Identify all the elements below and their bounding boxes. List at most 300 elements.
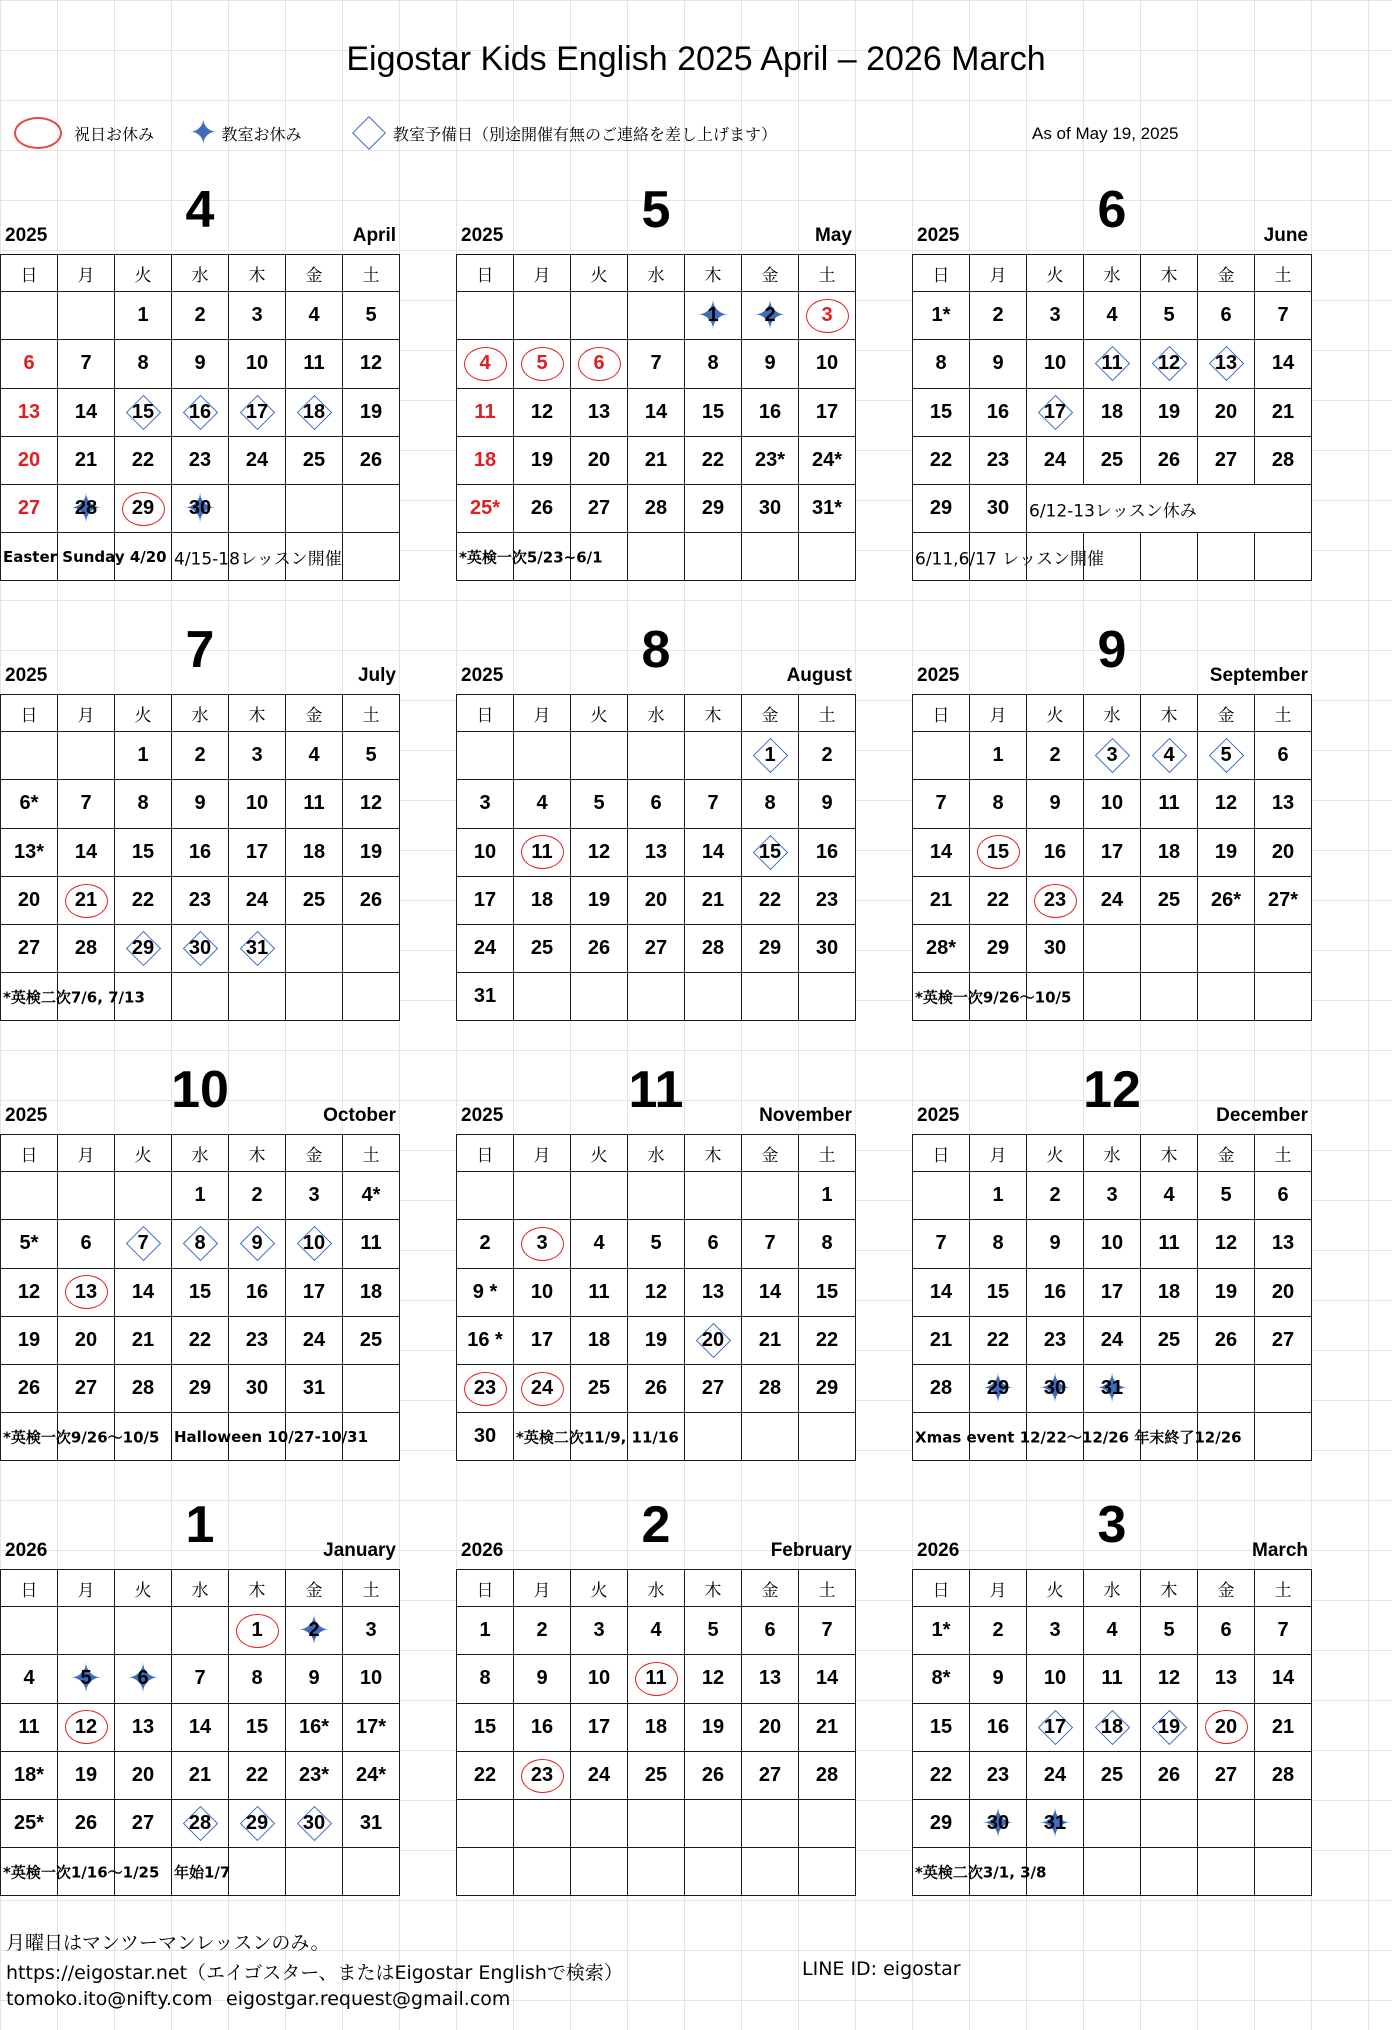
day-cell [343,1703,400,1751]
day-cell [913,436,970,484]
month-table [912,694,1312,1021]
month-header [0,620,400,694]
month-name: September [1209,665,1308,686]
day-cell [1141,1655,1198,1703]
day-number: 2 [308,1619,320,1642]
day-cell [571,1365,628,1413]
weekday-header: 金 [742,1570,799,1607]
day-cell [115,1268,172,1316]
day-number: 1 [707,304,719,327]
week-row [1,828,400,876]
day-number: 7 [935,792,947,815]
day-cell [1,388,58,436]
day-number: 16 [188,840,212,863]
day-number: 17 [473,889,497,912]
day-number: 3 [251,744,263,767]
week-row [913,780,1312,828]
empty-cell [1198,973,1255,1021]
day-number: 15 [188,1280,212,1303]
month-year: 2025 [917,225,960,246]
week-row [913,1220,1312,1268]
day-cell [286,1800,343,1848]
empty-cell [514,292,571,340]
weekday-header: 木 [685,695,742,732]
month-header [456,620,856,694]
day-number: 2 [251,1184,263,1207]
week-row [913,828,1312,876]
day-number: 11 [1158,1232,1180,1255]
month-february [456,1495,856,1896]
day-cell [229,876,286,924]
month-note: Halloween 10/27-10/31 [174,1427,369,1446]
day-number: 28 [1271,1764,1295,1787]
empty-cell [628,533,685,581]
day-cell [628,780,685,828]
month-note: *英検二次7/6, 7/13 [3,988,145,1007]
month-name: January [323,1540,396,1561]
day-number: 1 [479,1619,491,1642]
week-row [457,876,856,924]
legend-reserve [349,115,777,151]
day-cell [685,1655,742,1703]
empty-cell [571,292,628,340]
day-cell [58,388,115,436]
weekday-header: 土 [1255,1135,1312,1172]
month-header [0,180,400,254]
weekday-header: 日 [457,695,514,732]
day-cell [115,1655,172,1703]
month-number: 2 [641,1496,671,1554]
day-cell [799,925,856,973]
weekday-header: 水 [172,1135,229,1172]
day-cell [913,1220,970,1268]
day-number: 2 [1049,744,1061,767]
day-number: 19 [644,1329,668,1352]
day-number: 25 [530,937,554,960]
empty-cell [1198,1800,1255,1848]
empty-cell [1141,1848,1198,1896]
weekday-header: 木 [1141,255,1198,292]
day-number: 26 [359,889,383,912]
day-number: 5* [19,1232,39,1255]
day-number: 12 [530,400,554,423]
empty-cell [1141,973,1198,1021]
day-cell [685,1220,742,1268]
day-cell [1027,1268,1084,1316]
day-number: 10 [473,840,497,863]
day-number: 5 [1220,744,1232,767]
day-cell [514,1655,571,1703]
empty-cell [1,1172,58,1220]
empty-cell [1198,533,1255,581]
day-cell [58,828,115,876]
day-number: 1 [137,304,149,327]
day-number: 31 [1100,1377,1124,1400]
footer-email-2[interactable]: eigostgar.request@gmail.com [226,1988,511,2010]
month-note: Xmas event 12/22～12/26 年末終了12/26 [915,1428,1242,1447]
day-cell [457,388,514,436]
notes-row [913,533,1312,581]
day-number: 13 [701,1280,725,1303]
day-cell [913,1607,970,1655]
day-number: 17 [245,840,269,863]
week-row [913,1268,1312,1316]
month-note: *英検二次3/1, 3/8 [915,1863,1047,1882]
empty-cell [1084,1848,1141,1896]
day-number: 7 [764,1232,776,1255]
day-cell [1198,1607,1255,1655]
month-june [912,180,1312,581]
day-cell [1084,1365,1141,1413]
day-cell [742,828,799,876]
day-number: 22 [131,449,155,472]
day-cell [685,292,742,340]
day-number: 26 [1157,449,1181,472]
month-header [912,620,1312,694]
month-table [912,1569,1312,1896]
day-number: 16 [758,400,782,423]
weekday-header: 水 [1084,1570,1141,1607]
week-row [457,1703,856,1751]
day-cell [172,1751,229,1799]
day-cell [742,388,799,436]
day-number: 27 [17,937,41,960]
day-number: 15 [929,1715,953,1738]
day-number: 13 [587,400,611,423]
day-cell [343,828,400,876]
day-cell [115,1800,172,1848]
day-number: 19 [1157,1715,1181,1738]
day-cell [628,1607,685,1655]
day-number: 7 [821,1619,833,1642]
day-cell [799,1751,856,1799]
notes-row [913,973,1312,1021]
day-number: 13 [1214,1667,1238,1690]
day-number: 12 [1157,352,1181,375]
day-number: 30 [986,497,1010,520]
day-number: 6 [1277,744,1289,767]
day-number: 11 [588,1280,610,1303]
month-year: 2025 [5,1105,48,1126]
day-number: 19 [359,840,383,863]
month-header [0,1060,400,1134]
empty-cell [457,732,514,780]
day-number: 9 [194,792,206,815]
empty-cell [628,292,685,340]
month-header [0,1495,400,1569]
weekday-header: 水 [172,1570,229,1607]
day-cell [514,1703,571,1751]
day-number: 5 [1163,304,1175,327]
day-number: 24 [1043,1764,1067,1787]
day-cell [1084,292,1141,340]
day-cell [343,1316,400,1364]
day-cell [913,1268,970,1316]
week-row [913,1655,1312,1703]
day-cell [286,1607,343,1655]
day-number: 15 [245,1715,269,1738]
weekday-header: 日 [913,1135,970,1172]
day-number: 9 [992,352,1004,375]
day-cell [58,925,115,973]
day-cell [685,340,742,388]
day-cell [286,1268,343,1316]
month-march [912,1495,1312,1896]
day-number: 15 [473,1715,497,1738]
day-number: 16 [245,1280,269,1303]
day-cell [514,780,571,828]
week-row [1,925,400,973]
day-number: 27 [758,1764,782,1787]
day-cell [799,1220,856,1268]
day-number: 8 [479,1667,491,1690]
weekday-header: 土 [343,695,400,732]
day-cell [457,1655,514,1703]
empty-cell [799,973,856,1021]
empty-cell [457,292,514,340]
month-year: 2025 [461,225,504,246]
empty-cell [742,1848,799,1896]
day-cell [1255,828,1312,876]
day-number: 29 [986,937,1010,960]
day-cell [970,436,1027,484]
week-row [1,1365,400,1413]
day-number: 28 [701,937,725,960]
footer-website[interactable]: https://eigostar.net（エイゴスター、またはEigostar Englishで検索） [6,1962,623,1984]
month-table [0,1569,400,1896]
weekday-header: 火 [1027,255,1084,292]
month-name: February [770,1540,852,1561]
day-number: 11 [360,1232,382,1255]
day-cell [1198,292,1255,340]
day-number: 24* [355,1764,387,1787]
day-cell [229,925,286,973]
day-cell [970,780,1027,828]
day-number: 10 [1043,352,1067,375]
day-cell [115,1703,172,1751]
day-number: 17 [530,1329,554,1352]
empty-cell [913,1172,970,1220]
day-number: 27 [17,497,41,520]
month-october [0,1060,400,1461]
day-number: 4 [479,352,491,375]
weekday-header: 土 [343,255,400,292]
day-cell [685,485,742,533]
day-number: 5 [707,1619,719,1642]
empty-cell [799,1800,856,1848]
day-cell [1027,780,1084,828]
day-number: 19 [530,449,554,472]
day-number: 19 [1214,1280,1238,1303]
day-number: 3 [821,304,833,327]
day-cell [1141,1703,1198,1751]
day-cell [115,1365,172,1413]
day-cell [229,1655,286,1703]
day-cell [1141,1220,1198,1268]
day-number: 27 [1271,1329,1295,1352]
overlay-text: 6/12-13レッスン休み [1029,501,1197,522]
day-cell [628,1268,685,1316]
day-cell [799,1365,856,1413]
day-number: 27 [74,1377,98,1400]
day-cell [970,340,1027,388]
day-number: 7 [1277,304,1289,327]
day-number: 25 [302,889,326,912]
day-number: 27 [1214,1764,1238,1787]
footer-note: 月曜日はマンツーマンレッスンのみ。 [6,1932,330,1954]
day-cell [742,1703,799,1751]
day-number: 12 [1157,1667,1181,1690]
month-header [456,1495,856,1569]
empty-cell [1,292,58,340]
day-number: 23 [530,1764,554,1787]
day-cell [514,1220,571,1268]
weekday-header: 木 [1141,695,1198,732]
day-number: 19 [74,1764,98,1787]
footer-email-1[interactable]: tomoko.ito@nifty.com [6,1988,213,2010]
day-cell [1027,436,1084,484]
day-cell [913,828,970,876]
note-cell [913,973,1072,1021]
day-cell [571,388,628,436]
month-note: 6/11,6/17 レッスン開催 [915,549,1104,570]
day-cell [343,732,400,780]
weekday-header: 木 [229,1570,286,1607]
week-row [1,340,400,388]
week-row [913,340,1312,388]
day-cell [1,1268,58,1316]
day-cell [115,828,172,876]
day-cell [286,1316,343,1364]
month-year: 2025 [461,665,504,686]
empty-cell [172,1607,229,1655]
weekday-header: 月 [514,1570,571,1607]
month-table [0,254,400,581]
day-cell [1198,436,1255,484]
day-cell [514,388,571,436]
empty-cell [514,1800,571,1848]
day-cell [742,485,799,533]
day-cell [1,828,58,876]
month-header [912,1060,1312,1134]
day-number: 25 [359,1329,383,1352]
month-table [456,1134,856,1461]
empty-cell [343,1848,400,1896]
day-cell [799,1607,856,1655]
month-april [0,180,400,581]
month-name: March [1252,1540,1308,1561]
day-number: 29 [701,497,725,520]
day-cell [1084,732,1141,780]
day-number: 10 [302,1232,326,1255]
day-cell [913,340,970,388]
day-number: 31 [245,937,269,960]
day-number: 4 [23,1667,35,1690]
day-cell [1,436,58,484]
day-cell [1,1800,58,1848]
day-cell [628,436,685,484]
weekday-header: 火 [1027,1570,1084,1607]
day-number: 30 [188,497,212,520]
day-number: 3 [365,1619,377,1642]
weekday-header: 月 [970,255,1027,292]
day-cell [628,340,685,388]
weekday-header: 火 [1027,1135,1084,1172]
note-cell [172,1848,229,1896]
day-number: 3 [536,1232,548,1255]
day-number: 9 [821,792,833,815]
week-row [1,1172,400,1220]
day-cell [799,828,856,876]
weekday-header: 水 [172,255,229,292]
day-number: 6 [1220,1619,1232,1642]
day-number: 15 [929,400,953,423]
month-name: May [815,225,852,246]
day-number: 24 [473,937,497,960]
day-number: 31 [302,1377,326,1400]
day-number: 31 [473,985,497,1008]
day-cell [913,388,970,436]
day-number: 3 [251,304,263,327]
day-number: 17* [355,1715,387,1738]
day-number: 24* [811,449,843,472]
day-number: 30 [1043,937,1067,960]
empty-cell [742,1800,799,1848]
day-cell [742,1220,799,1268]
day-cell [685,1365,742,1413]
day-cell [115,388,172,436]
week-row [457,828,856,876]
day-cell [58,485,115,533]
empty-cell [1255,973,1312,1021]
day-cell [799,1655,856,1703]
day-number: 8 [935,352,947,375]
week-row [1,1703,400,1751]
day-number: 17 [302,1280,326,1303]
empty-cell [685,1848,742,1896]
day-cell [229,1316,286,1364]
weekday-header: 金 [1198,695,1255,732]
month-header [912,1495,1312,1569]
legend-closed-label: 教室お休み [221,124,302,144]
day-cell [1027,1365,1084,1413]
day-cell [970,1655,1027,1703]
day-number: 23* [754,449,786,472]
day-cell [343,292,400,340]
day-number: 20 [17,889,41,912]
day-cell [1198,1172,1255,1220]
empty-cell [913,732,970,780]
day-cell [286,340,343,388]
empty-cell [1198,1365,1255,1413]
week-row [1,292,400,340]
empty-cell [457,1848,514,1896]
empty-cell [1084,973,1141,1021]
day-number: 23 [815,889,839,912]
day-number: 12 [644,1280,668,1303]
day-cell [913,485,970,533]
day-number: 15 [986,840,1010,863]
week-row [913,1703,1312,1751]
day-cell [1084,1655,1141,1703]
note-cell [913,1848,1047,1896]
weekday-header: 土 [1255,695,1312,732]
day-cell [1141,1607,1198,1655]
overlay-note [1027,485,1312,533]
day-number: 28 [644,497,668,520]
day-number: 26 [359,449,383,472]
day-number: 17 [815,400,839,423]
